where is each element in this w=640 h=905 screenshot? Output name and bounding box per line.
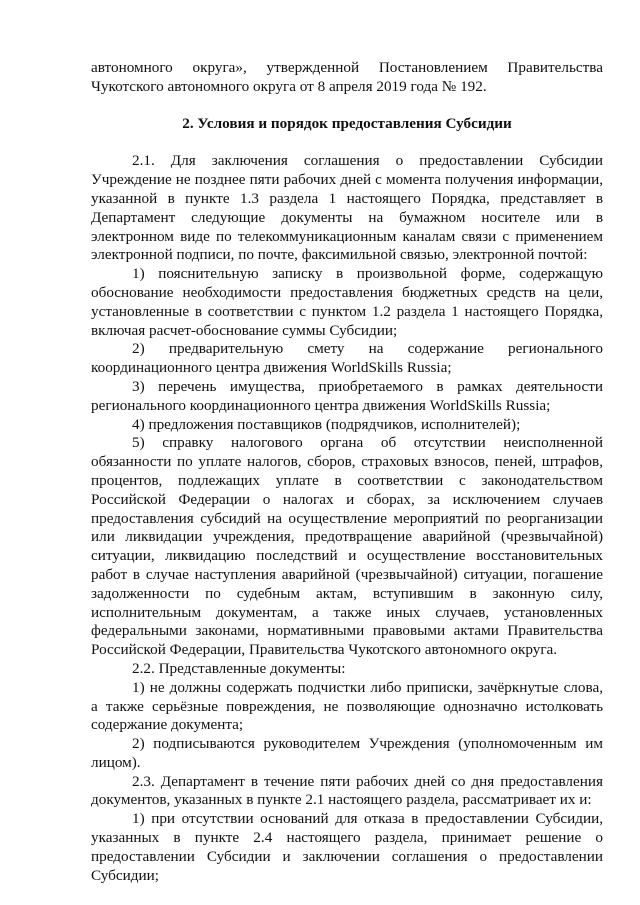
intro-paragraph: автономного округа», утвержденной Постановлением Правительства Чукотского автономного округа от 8 апреля 2019 года № 192. bbox=[91, 59, 603, 95]
list-item-1: 1) пояснительную записку в произвольной форме, содержащую обоснование необходимости предоставления бюджетных средств на цели, установленные в соответствии с пунктом 1.2 раздела 1 настоящего Порядка, включая расчет-обоснование суммы Субсидии; bbox=[91, 265, 603, 339]
list-item-2-3-1: 1) при отсутствии оснований для отказа в предоставлении Субсидии, указанных в пункте 2.4 настоящего раздела, принимает решение о предоставлении Субсидии и заключении соглашения о предоставлении Субсидии; bbox=[91, 810, 603, 884]
paragraph-2-3: 2.3. Департамент в течение пяти рабочих дней со дня предоставления документов, указанных в пункте 2.1 настоящего раздела, рассматривает их и: bbox=[91, 772, 603, 809]
list-item-2: 2) предварительную смету на содержание регионального координационного центра движения WorldSkills Russia; bbox=[91, 340, 603, 377]
paragraph-2-1: 2.1. Для заключения соглашения о предоставлении Субсидии Учреждение не позднее пяти рабочих дней с момента получения информации, указанной в пункте 1.3 раздела 1 настоящего Порядка, представляет в Департамент следующие документы на бумажном носителе или в электронном виде по телекоммуникационным каналам связи с применением электронной подписи, по почте, факсимильной связью, электронной почтой: bbox=[91, 152, 603, 264]
list-item-3: 3) перечень имущества, приобретаемого в рамках деятельности регионального координационного центра движения WorldSkills Russia; bbox=[91, 377, 603, 414]
section-title: 2. Условия и порядок предоставления Субсидии bbox=[182, 114, 512, 132]
list-item-2-2-2: 2) подписываются руководителем Учреждения (уполномоченным им лицом). bbox=[91, 735, 603, 771]
list-item-5: 5) справку налогового органа об отсутствии неисполненной обязанности по уплате налогов, сборов, страховых взносов, пеней, штрафов, процентов, подлежащих уплате в соответствии с законодательством Российской Федерации о налогах и сборах, за исключением случаев предоставления субсидий на осуществление мероприятий по реорганизации или ликвидации учреждения, предотвращение аварийной (чрезвычайной) ситуации, ликвидацию последствий и осуществление восстановительных работ в случае наступления аварийной (чрезвычайной) ситуации, погашение задолженности по судебным актам, вступившим в законную силу, исполнительным документам, а также иных случаев, установленных федеральными законами, нормативными правовыми актами Правительства Российской Федерации, Правительства Чукотского автономного округа. bbox=[91, 434, 603, 659]
list-item-2-2-1: 1) не должны содержать подчистки либо приписки, зачёркнутые слова, а также серьёзные повреждения, не позволяющие однозначно истолковать содержание документа; bbox=[91, 678, 603, 734]
list-item-4: 4) предложения поставщиков (подрядчиков, исполнителей); bbox=[132, 415, 521, 433]
paragraph-2-2: 2.2. Представленные документы: bbox=[132, 659, 346, 677]
